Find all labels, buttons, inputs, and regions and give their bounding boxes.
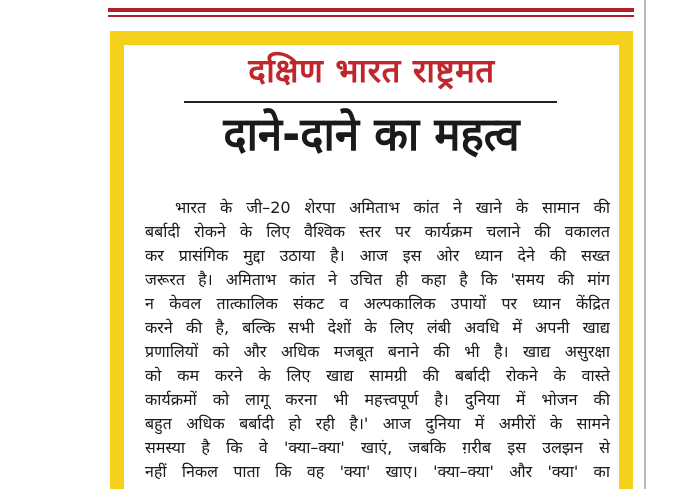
editorial-box bbox=[110, 31, 633, 489]
masthead-rule bbox=[184, 101, 557, 103]
article-body bbox=[145, 196, 610, 484]
article-line: प्रणालियों को और अधिक मजबूत बनाने की भी है। खाद्य असुरक्षा bbox=[145, 342, 610, 361]
article-line: बर्बादी रोकने के लिए वैश्विक स्तर पर कार्यक्रम चलाने की वकालत bbox=[145, 222, 610, 241]
masthead: दक्षिण भारत राष्ट्रमत bbox=[248, 51, 495, 90]
article-line: समस्या है कि वे 'क्या–क्या' खाएं, जबकि ग़रीब इस उलझन से bbox=[145, 438, 610, 457]
headline: दाने-दाने का महत्व bbox=[223, 107, 520, 161]
top-rule-thin bbox=[108, 15, 634, 17]
article-line: कार्यक्रमों को लागू करना भी महत्त्वपूर्ण है। दुनिया में भोजन की bbox=[145, 390, 610, 409]
article-line: न केवल तात्कालिक संकट व अल्पकालिक उपायों पर ध्यान केंद्रित bbox=[145, 294, 610, 313]
article-line: करने की है, बल्कि सभी देशों के लिए लंबी अवधि में अपनी खाद्य bbox=[145, 318, 610, 337]
article-line: भारत के जी–20 शेरपा अमिताभ कांत ने खाने के सामान की bbox=[175, 198, 610, 217]
column-divider bbox=[644, 0, 646, 489]
article-line: को कम करने के लिए खाद्य सामग्री की बर्बादी रोकने के वास्ते bbox=[145, 366, 610, 385]
article-line: कर प्रासंगिक मुद्दा उठाया है। आज इस ओर ध्यान देने की सख्त bbox=[145, 246, 610, 265]
article-line: जरूरत है। अमिताभ कांत ने उचित ही कहा है कि 'समय की मांग bbox=[145, 270, 610, 289]
top-rule bbox=[108, 8, 634, 12]
article-line: बहुत अधिक बर्बादी हो रही है।' आज दुनिया में अमीरों के सामने bbox=[145, 414, 610, 433]
article-line: नहीं निकल पाता कि वह 'क्या' खाए। 'क्या–क्या' और 'क्या' का bbox=[145, 462, 610, 481]
